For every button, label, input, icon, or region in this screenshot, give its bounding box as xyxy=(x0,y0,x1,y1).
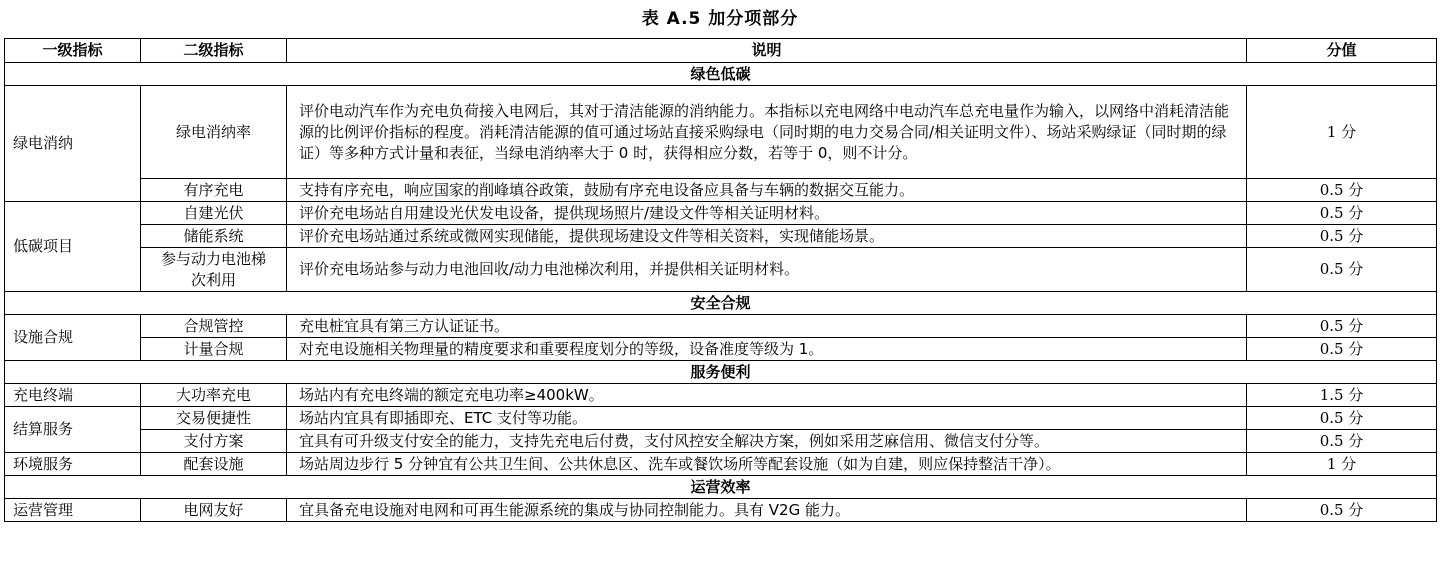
score-cell: 0.5 分 xyxy=(1247,315,1437,338)
score-cell: 1 分 xyxy=(1247,86,1437,179)
level2-cell: 储能系统 xyxy=(141,225,287,248)
description-cell: 评价充电场站通过系统或微网实现储能，提供现场建设文件等相关资料，实现储能场景。 xyxy=(287,225,1247,248)
description-cell: 场站内有充电终端的额定充电功率≥400kW。 xyxy=(287,384,1247,407)
score-cell: 0.5 分 xyxy=(1247,338,1437,361)
table-row xyxy=(5,338,1437,361)
score-cell: 0.5 分 xyxy=(1247,179,1437,202)
section-title: 运营效率 xyxy=(5,476,1437,499)
description-cell: 支持有序充电，响应国家的削峰填谷政策，鼓励有序充电设备应具备与车辆的数据交互能力。 xyxy=(287,179,1247,202)
table-row xyxy=(5,225,1437,248)
header-description: 说明 xyxy=(287,39,1247,63)
level1-cell: 运营管理 xyxy=(5,499,141,522)
score-cell: 0.5 分 xyxy=(1247,225,1437,248)
level2-cell: 有序充电 xyxy=(141,179,287,202)
level2-cell: 参与动力电池梯次利用 xyxy=(141,248,287,292)
table-row xyxy=(5,86,1437,179)
level2-cell: 大功率充电 xyxy=(141,384,287,407)
section-row-service-convenience xyxy=(5,361,1437,384)
table-row xyxy=(5,202,1437,225)
level2-cell: 自建光伏 xyxy=(141,202,287,225)
table-row xyxy=(5,384,1437,407)
description-cell: 场站内宜具有即插即充、ETC 支付等功能。 xyxy=(287,407,1247,430)
table-row xyxy=(5,179,1437,202)
score-cell: 1 分 xyxy=(1247,453,1437,476)
level1-cell: 低碳项目 xyxy=(5,202,141,292)
level1-cell: 绿电消纳 xyxy=(5,86,141,202)
section-row-operation-efficiency xyxy=(5,476,1437,499)
description-cell: 宜具有可升级支付安全的能力，支持先充电后付费，支付风控安全解决方案，例如采用芝麻信用、微信支付分等。 xyxy=(287,430,1247,453)
header-level1: 一级指标 xyxy=(5,39,141,63)
table-row xyxy=(5,453,1437,476)
level1-cell: 设施合规 xyxy=(5,315,141,361)
description-cell: 评价充电场站自用建设光伏发电设备，提供现场照片/建设文件等相关证明材料。 xyxy=(287,202,1247,225)
level2-cell: 合规管控 xyxy=(141,315,287,338)
table-header-row xyxy=(5,39,1437,63)
description-cell: 宜具备充电设施对电网和可再生能源系统的集成与协同控制能力。具有 V2G 能力。 xyxy=(287,499,1247,522)
level2-cell: 绿电消纳率 xyxy=(141,86,287,179)
level1-cell: 环境服务 xyxy=(5,453,141,476)
section-title: 服务便利 xyxy=(5,361,1437,384)
description-cell: 评价充电场站参与动力电池回收/动力电池梯次利用，并提供相关证明材料。 xyxy=(287,248,1247,292)
section-title: 绿色低碳 xyxy=(5,63,1437,86)
header-score: 分值 xyxy=(1247,39,1437,63)
level2-cell: 支付方案 xyxy=(141,430,287,453)
section-row-green-low-carbon xyxy=(5,63,1437,86)
score-cell: 0.5 分 xyxy=(1247,499,1437,522)
description-cell: 对充电设施相关物理量的精度要求和重要程度划分的等级，设备准度等级为 1。 xyxy=(287,338,1247,361)
score-cell: 0.5 分 xyxy=(1247,202,1437,225)
section-row-safety-compliance xyxy=(5,292,1437,315)
table-row xyxy=(5,499,1437,522)
score-cell: 1.5 分 xyxy=(1247,384,1437,407)
description-cell: 场站周边步行 5 分钟宜有公共卫生间、公共休息区、洗车或餐饮场所等配套设施（如为自建，则应保持整洁干净）。 xyxy=(287,453,1247,476)
section-title: 安全合规 xyxy=(5,292,1437,315)
table-row xyxy=(5,248,1437,292)
description-cell: 充电桩宜具有第三方认证证书。 xyxy=(287,315,1247,338)
table-row xyxy=(5,430,1437,453)
score-cell: 0.5 分 xyxy=(1247,407,1437,430)
level1-cell: 充电终端 xyxy=(5,384,141,407)
score-cell: 0.5 分 xyxy=(1247,248,1437,292)
level1-cell: 结算服务 xyxy=(5,407,141,453)
table-row xyxy=(5,315,1437,338)
bonus-items-table xyxy=(4,38,1437,522)
level2-cell: 计量合规 xyxy=(141,338,287,361)
table-caption: 表 A.5 加分项部分 xyxy=(641,9,799,29)
header-level2: 二级指标 xyxy=(141,39,287,63)
level2-cell: 电网友好 xyxy=(141,499,287,522)
level2-cell: 交易便捷性 xyxy=(141,407,287,430)
description-cell: 评价电动汽车作为充电负荷接入电网后，其对于清洁能源的消纳能力。本指标以充电网络中电动汽车总充电量作为输入，以网络中消耗清洁能源的比例评价指标的程度。消耗清洁能源的值可通过场站直接采购绿电（同时期的电力交易合同/相关证明文件）、场站采购绿证（同时期的绿证）等多种方式计量和表征，当绿电消纳率大于 0 时，获得相应分数，若等于 0，则不计分。 xyxy=(287,86,1247,179)
score-cell: 0.5 分 xyxy=(1247,430,1437,453)
table-row xyxy=(5,407,1437,430)
level2-cell: 配套设施 xyxy=(141,453,287,476)
